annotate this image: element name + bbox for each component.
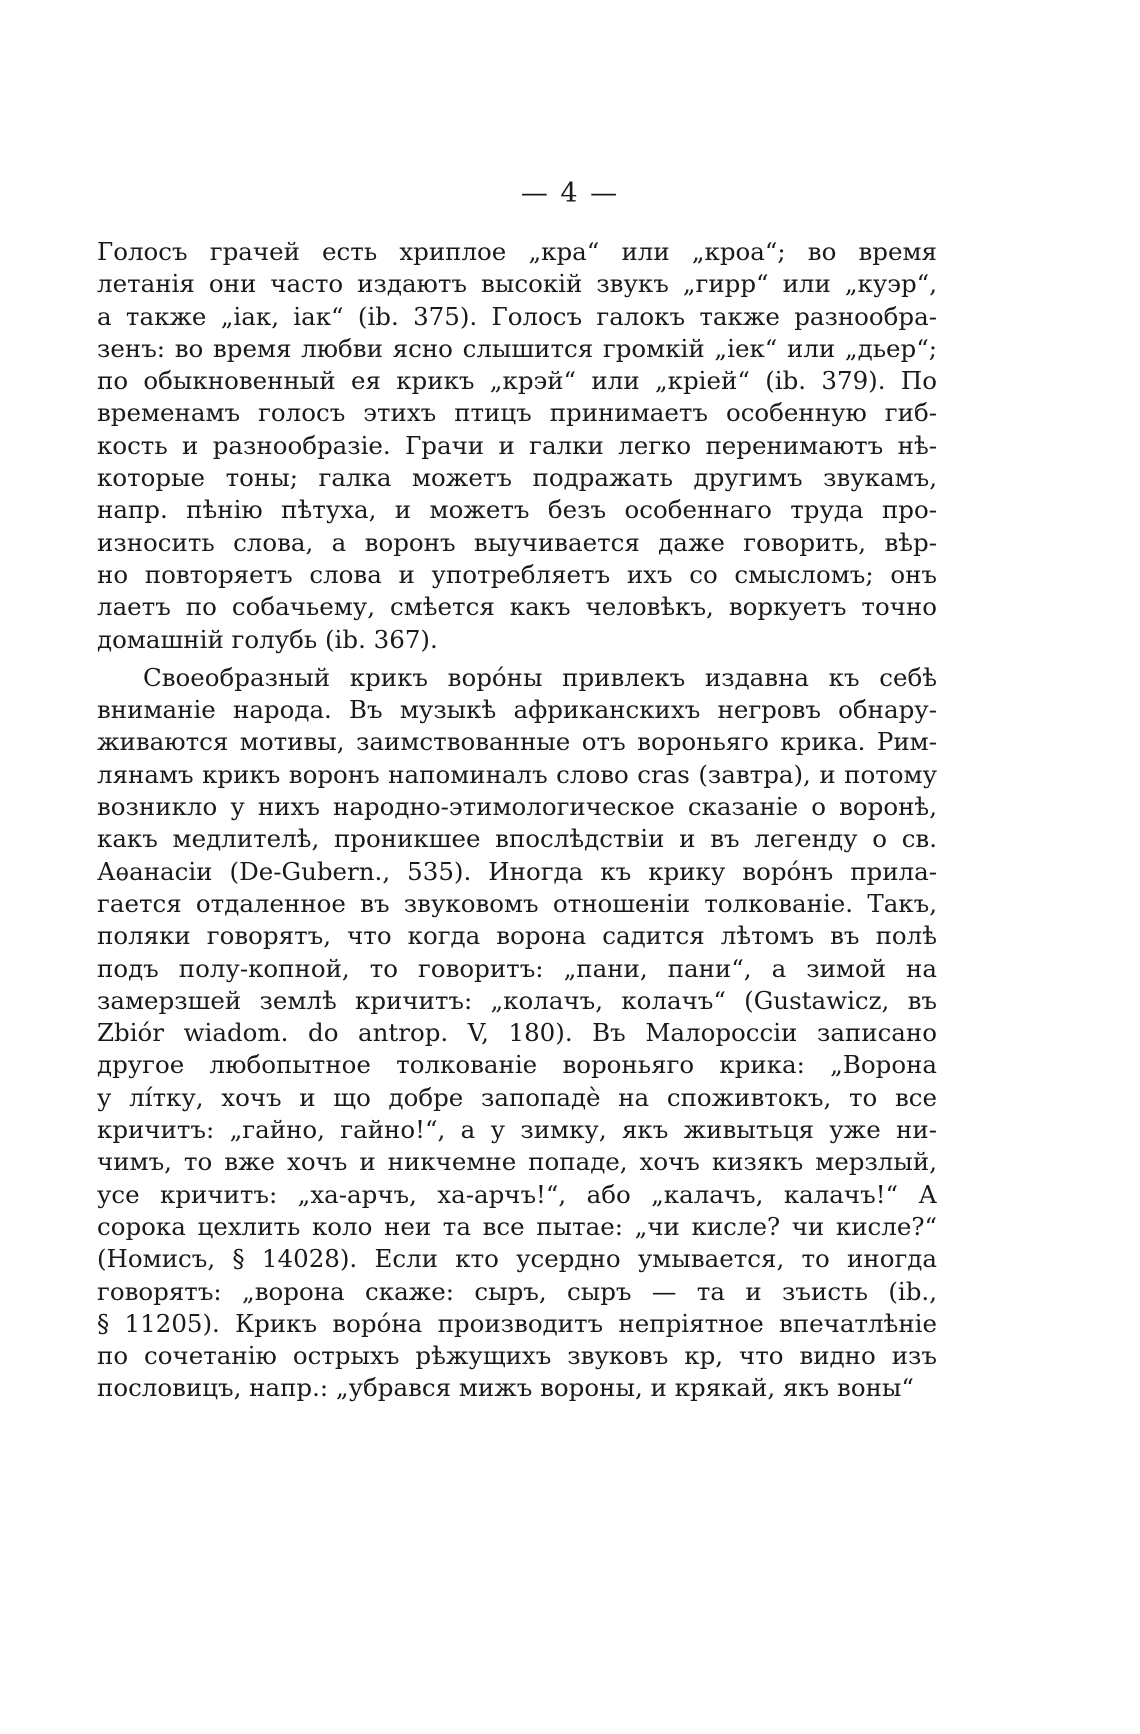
text-line: летанія они часто издаютъ высокій звукъ „гирр“ или „куэр“, [97, 269, 937, 299]
text-line: чимъ, то вже хочъ и никчемне попаде, хочъ кизякъ мерзлый, [97, 1147, 937, 1177]
text-line: Голосъ грачей есть хриплое „кра“ или „кроа“; во время [97, 237, 937, 266]
text-line: § 11205). Крикъ ворóна производитъ непріятное впечатлѣніе [97, 1308, 937, 1338]
text-line: подъ полу-копной, то говоритъ: „пани, пани“, а зимой на [97, 953, 937, 983]
paragraph-1 [97, 236, 937, 656]
text-line: по сочетанію острыхъ рѣжущихъ звуковъ кр, что видно изъ [97, 1341, 937, 1371]
page-number: — 4 — [520, 178, 620, 209]
text-line: Аѳанасіи (De-Gubern., 535). Иногда къ крику ворóнъ прила- [97, 856, 937, 886]
text-line: износить слова, а воронъ выучивается даже говорить, вѣр- [97, 527, 937, 557]
text-line: вниманіе народа. Въ музыкѣ африканскихъ негровъ обнару- [97, 695, 937, 725]
text-line: напр. пѣнію пѣтуха, и можетъ безъ особеннаго труда про- [97, 495, 937, 525]
text-line: домашній голубь (ib. 367). [97, 624, 438, 654]
text-line: временамъ голосъ этихъ птицъ принимаетъ особенную гиб- [97, 398, 937, 428]
text-line: другое любопытное толкованіе вороньяго крика: „Ворона [97, 1050, 937, 1080]
text-line: у лíтку, хочъ и що добре запопадѐ на споживтокъ, то все [97, 1082, 937, 1112]
text-line: а также „іак, іак“ (ib. 375). Голосъ галокъ также разнообра- [97, 301, 937, 331]
text-line: но повторяетъ слова и употребляетъ ихъ со смысломъ; онъ [97, 559, 937, 589]
text-line: усе кричитъ: „ха-арчъ, ха-арчъ!“, або „калачъ, калачъ!“ А [97, 1179, 937, 1209]
text-line: лянамъ крикъ воронъ напоминалъ слово cras (завтра), и потому [97, 759, 937, 789]
text-line: которые тоны; галка можетъ подражать другимъ звукамъ, [97, 463, 937, 493]
text-line: гается отдаленное въ звуковомъ отношеніи толкованіе. Такъ, [97, 888, 937, 918]
text-line: говорятъ: „ворона скаже: сыръ, сыръ — та и зъисть (ib., [97, 1276, 937, 1306]
text-line: какъ медлителѣ, проникшее впослѣдствіи и въ легенду о св. [97, 824, 937, 854]
text-line: поляки говорятъ, что когда ворона садится лѣтомъ въ полѣ [97, 921, 937, 951]
text-line: замерзшей землѣ кричитъ: „колачъ, колачъ“ (Gustawicz, въ [97, 985, 937, 1015]
text-line: Своеобразный крикъ ворóны привлекъ издавна къ себѣ [143, 662, 937, 692]
text-line: возникло у нихъ народно-этимологическое сказаніе о воронѣ, [97, 792, 937, 822]
text-line: (Номисъ, § 14028). Если кто усердно умывается, то иногда [97, 1244, 937, 1274]
text-line: сорока цехлить коло неи та все пытае: „чи кисле? чи кисле?“ [97, 1211, 937, 1241]
text-line: лаетъ по собачьему, смѣется какъ человѣкъ, воркуетъ точно [97, 592, 937, 622]
text-line: по обыкновенный ея крикъ „крэй“ или „кріей“ (ib. 379). По [97, 366, 937, 396]
text-line: живаются мотивы, заимствованные отъ вороньяго крика. Рим- [97, 727, 937, 757]
text-line: кость и разнообразіе. Грачи и галки легко перенимаютъ нѣ- [97, 430, 937, 460]
body-text [97, 236, 937, 1405]
text-line: пословицъ, напр.: „убрався мижъ вороны, и крякай, якъ воны“ [97, 1373, 914, 1403]
paragraph-2 [97, 662, 937, 1405]
text-line: кричитъ: „гайно, гайно!“, а у зимку, якъ живытьця уже ни- [97, 1115, 937, 1145]
text-line: Zbiór wiadom. do antrop. V, 180). Въ Малороссіи записано [97, 1018, 937, 1048]
text-line: зенъ: во время любви ясно слышится громкій „іек“ или „дьер“; [97, 333, 937, 363]
